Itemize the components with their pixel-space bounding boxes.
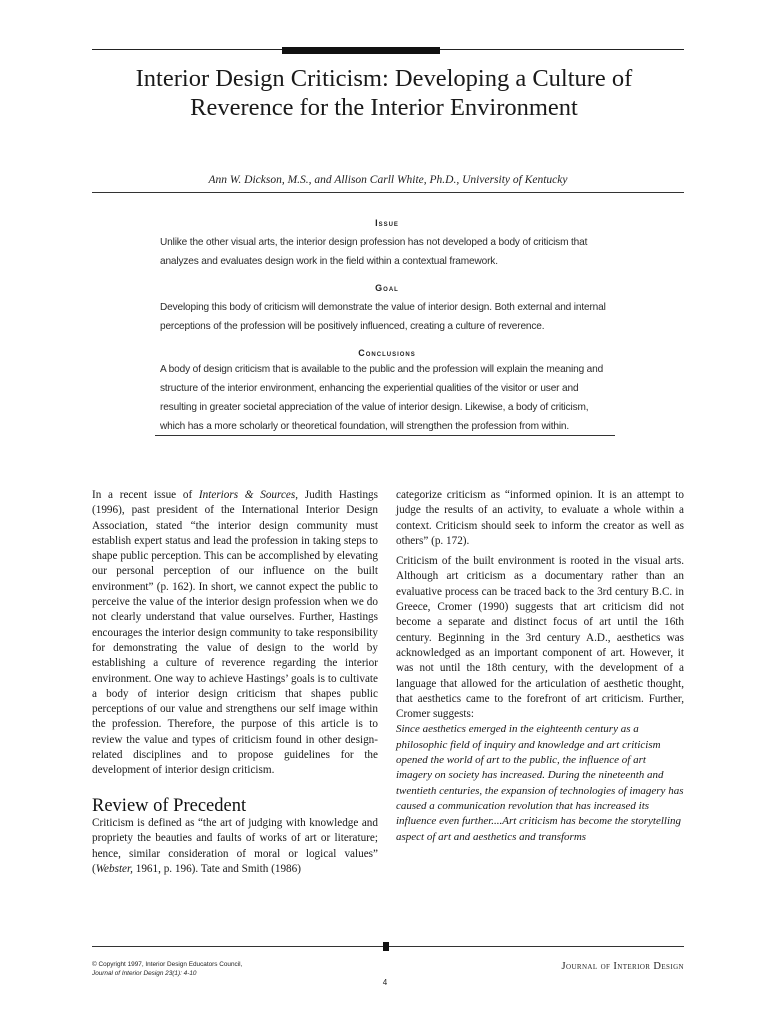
history-paragraph: Criticism of the built environment is rooted in the visual arts. Although art criticism as a documentary rather than an evaluative process can be traced back to the 3rd century B.C. in Greece, Cromer (1990) suggests that art criticism did not become a separate and distinct focus of art until the 16th century. Beginning in the 3rd century A.D., aesthetics was acknowledged as an important component of art. However, it was not until the 18th century, with the development of a language that allowed for the articulation of aesthetic thought, that aesthetics came to the forefront of art criticism. Further, Cromer suggests: [396,555,684,721]
page-number: 4 [382,978,388,987]
definition-text-start: Criticism is defined as “the art of judging with knowledge and propriety the beauties and faults of works of art or literature; hence, similar consideration of moral or logical values” ( [92,816,378,875]
top-rule-accent [282,47,440,54]
issue-heading: Issue [375,218,399,228]
goal-text: Developing this body of criticism will demonstrate the value of interior design. Both external and internal perceptions of the profession will be positively influenced, creating a culture of reverence. [160,302,606,332]
webster-reference: Webster, [95,862,133,875]
goal-heading: Goal [375,283,399,293]
block-quote: Since aesthetics emerged in the eighteenth century as a philosophic field of inquiry and knowledge and art criticism opened the world of art to the public, the influence of art imagery on society has increased. During the nineteenth and twentieth centuries, the expansion of technologies of imagery has caused a communication revolution that has increased its influence even further....Art criticism has become the storytelling aspect of art and aesthetics and transforms [396,723,684,843]
definition-paragraph [92,816,378,877]
right-column [396,488,684,845]
journal-reference: Interiors & Sources [198,489,296,501]
citation-line: Journal of Interior Design 23(1): 4-10 [92,969,197,977]
definition-text-rest: 1961, p. 196). Tate and Smith (1986) [132,862,301,875]
author-divider [92,192,684,193]
abstract-divider [155,435,615,436]
conclusions-text: A body of design criticism that is available to the public and the profession will explain the meaning and structure of the interior environment, enhancing the experiential qualities of the visitor or user and resulting in greater societal appreciation of the value of interior design. Likewise, a body of criticism, which has a more scholarly or theoretical foundation, will strengthen the profession from within. [160,364,604,432]
intro-text-start: In a recent issue of [92,489,199,501]
criticism-paragraph: categorize criticism as “informed opinion. It is an attempt to judge the results of an activity, to evaluate a whole within a context. Criticism should seek to inform the creator as well as others” (p. 172). [396,489,684,547]
intro-paragraph [92,488,378,779]
footer-journal-name: Journal of Interior Design [561,961,684,972]
author-line: Ann W. Dickson, M.S., and Allison Carll White, Ph.D., University of Kentucky [208,174,568,186]
left-column [92,488,378,877]
article-title: Interior Design Criticism: Developing a Culture of Reverence for the Interior Environment [135,65,633,121]
section-heading: Review of Precedent [92,795,247,816]
footer-rule-accent [383,942,389,951]
copyright-line: © Copyright 1997, Interior Design Educators Council, [92,961,243,968]
issue-text: Unlike the other visual arts, the interior design profession has not developed a body of criticism that analyzes and evaluates design work in the field within a contextual framework. [160,237,588,267]
intro-text-rest: , Judith Hastings (1996), past president of the International Interior Design Association, stated “the interior design community must establish expert status and lead the profession in taking steps to shape public perception. This can be accomplished by elevating our personal perception of our influence on the built environment” (p. 162). In short, we cannot expect the public to perceive the value of the interior design profession when we do not clearly understand that value ourselves. Further, Hastings encourages the interior design community to take responsibility for demonstrating the value of design to the world by establishing a culture of reverence regarding the interior environment. One way to achieve Hastings’ goals is to cultivate a body of interior design criticism that shapes public perceptions of our value and strengthens our self image within the profession. Therefore, the purpose of this article is to review the value and types of criticism found in other design-related disciplines and to propose guidelines for the development of interior design criticism. [92,489,378,777]
conclusions-heading: Conclusions [358,348,416,358]
footer-copyright [92,961,352,978]
